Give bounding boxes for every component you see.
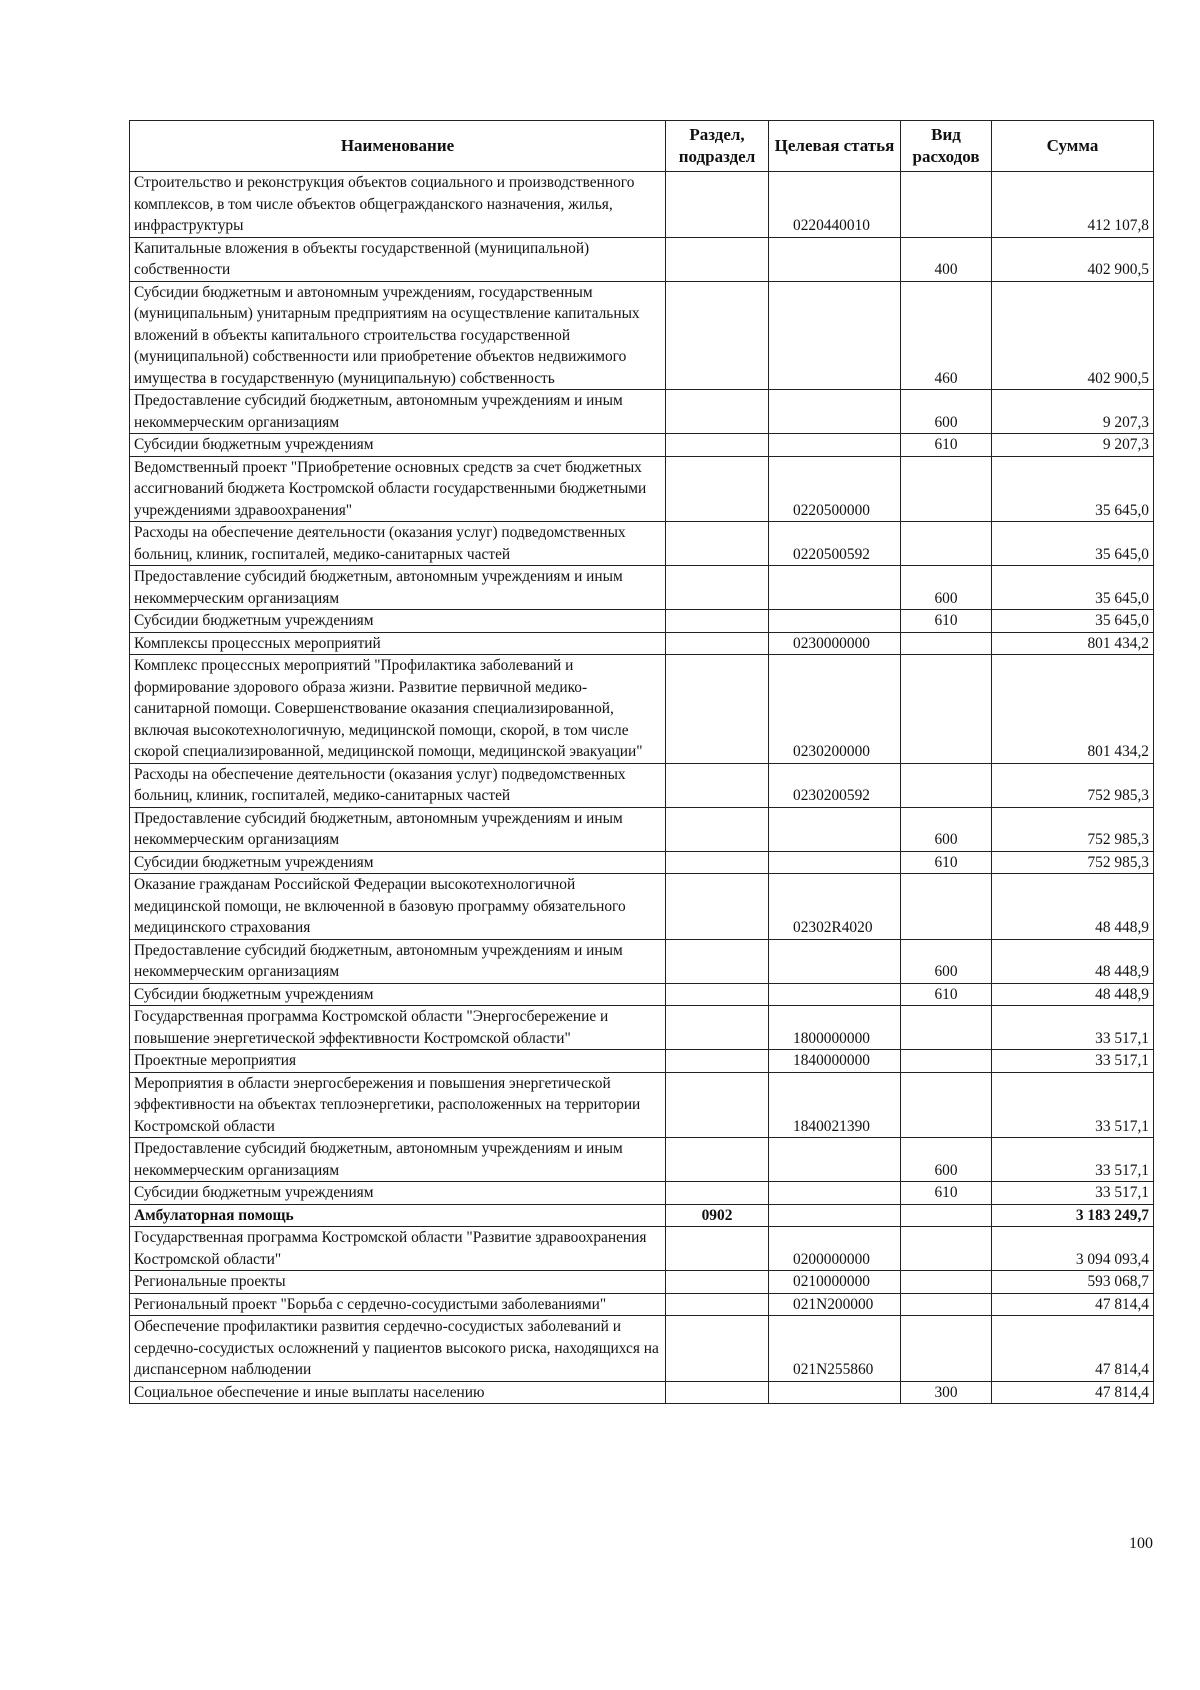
- cell-name: Субсидии бюджетным и автономным учреждениям, государственным (муниципальным) унитарным предприятиям на осуществление капитальных вложений в объекты капитального строительства государственной (муниципальной) собственности или приобретение объектов недвижимого имущества в государственную (муниципальную) собственность: [130, 281, 666, 390]
- cell-type: 600: [901, 807, 992, 851]
- cell-target: 0200000000: [769, 1227, 901, 1271]
- cell-section: [666, 1381, 769, 1404]
- cell-sum: 752 985,3: [992, 851, 1154, 874]
- cell-type: [901, 172, 992, 238]
- cell-sum: 47 814,4: [992, 1316, 1154, 1382]
- cell-sum: 9 207,3: [992, 390, 1154, 434]
- cell-type: [901, 1316, 992, 1382]
- cell-section: [666, 1316, 769, 1382]
- cell-type: [901, 1271, 992, 1294]
- cell-name: Предоставление субсидий бюджетным, автономным учреждениям и иным некоммерческим организациям: [130, 807, 666, 851]
- cell-target: 0210000000: [769, 1271, 901, 1294]
- table-row: [130, 610, 1154, 633]
- cell-sum: 752 985,3: [992, 807, 1154, 851]
- cell-sum: 752 985,3: [992, 763, 1154, 807]
- cell-type: [901, 456, 992, 522]
- table-header: [130, 121, 1154, 172]
- cell-type: [901, 874, 992, 940]
- cell-type: 600: [901, 390, 992, 434]
- cell-name: Амбулаторная помощь: [130, 1204, 666, 1227]
- cell-target: 0230200000: [769, 655, 901, 764]
- cell-sum: 35 645,0: [992, 456, 1154, 522]
- cell-target: [769, 983, 901, 1006]
- cell-target: [769, 939, 901, 983]
- cell-sum: 48 448,9: [992, 874, 1154, 940]
- cell-type: 460: [901, 281, 992, 390]
- page-number: 100: [1129, 1535, 1153, 1552]
- cell-target: 02302R4020: [769, 874, 901, 940]
- header-section: Раздел, подраздел: [666, 121, 769, 172]
- cell-target: 0220440010: [769, 172, 901, 238]
- cell-section: [666, 610, 769, 633]
- table-row: [130, 281, 1154, 390]
- cell-name: Предоставление субсидий бюджетным, автономным учреждениям и иным некоммерческим организациям: [130, 1138, 666, 1182]
- cell-name: Комплексы процессных мероприятий: [130, 632, 666, 655]
- cell-section: [666, 522, 769, 566]
- cell-target: [769, 566, 901, 610]
- cell-target: [769, 610, 901, 633]
- cell-section: [666, 172, 769, 238]
- table-row: [130, 1006, 1154, 1050]
- cell-sum: 593 068,7: [992, 1271, 1154, 1294]
- cell-name: Комплекс процессных мероприятий "Профилактика заболеваний и формирование здорового образа жизни. Развитие первичной медико-санитарной помощи. Совершенствование оказания специализированной, включая высокотехнологичную, медицинской помощи, скорой, в том числе скорой специализированной, медицинской помощи, медицинской эвакуации": [130, 655, 666, 764]
- table-row: [130, 172, 1154, 238]
- cell-target: 0230000000: [769, 632, 901, 655]
- cell-target: 1800000000: [769, 1006, 901, 1050]
- table-row: [130, 1293, 1154, 1316]
- header-row: [130, 121, 1154, 172]
- cell-type: [901, 1204, 992, 1227]
- cell-type: [901, 1293, 992, 1316]
- cell-sum: 3 094 093,4: [992, 1227, 1154, 1271]
- cell-target: 0220500000: [769, 456, 901, 522]
- cell-type: 300: [901, 1381, 992, 1404]
- cell-section: [666, 281, 769, 390]
- budget-table: [129, 120, 1154, 1404]
- cell-section: [666, 632, 769, 655]
- table-row: [130, 566, 1154, 610]
- header-sum: Сумма: [992, 121, 1154, 172]
- cell-section: [666, 655, 769, 764]
- cell-type: 600: [901, 1138, 992, 1182]
- table-row: [130, 1381, 1154, 1404]
- cell-sum: 47 814,4: [992, 1381, 1154, 1404]
- cell-target: [769, 281, 901, 390]
- table-row: [130, 237, 1154, 281]
- cell-type: 610: [901, 434, 992, 457]
- cell-target: 1840000000: [769, 1050, 901, 1073]
- cell-target: [769, 1381, 901, 1404]
- cell-sum: 801 434,2: [992, 655, 1154, 764]
- cell-name: Расходы на обеспечение деятельности (оказания услуг) подведомственных больниц, клиник, госпиталей, медико-санитарных частей: [130, 763, 666, 807]
- cell-name: Субсидии бюджетным учреждениям: [130, 434, 666, 457]
- table-row: [130, 1316, 1154, 1382]
- table-row: [130, 1204, 1154, 1227]
- cell-target: [769, 1204, 901, 1227]
- cell-section: [666, 939, 769, 983]
- cell-type: [901, 655, 992, 764]
- table-row: [130, 807, 1154, 851]
- cell-section: [666, 1182, 769, 1205]
- cell-section: [666, 434, 769, 457]
- cell-type: 610: [901, 983, 992, 1006]
- cell-type: 400: [901, 237, 992, 281]
- table-row: [130, 983, 1154, 1006]
- cell-name: Государственная программа Костромской области "Развитие здравоохранения Костромской области": [130, 1227, 666, 1271]
- table-row: [130, 1050, 1154, 1073]
- cell-sum: 48 448,9: [992, 983, 1154, 1006]
- cell-type: [901, 632, 992, 655]
- table-row: [130, 456, 1154, 522]
- cell-sum: 33 517,1: [992, 1006, 1154, 1050]
- cell-name: Обеспечение профилактики развития сердечно-сосудистых заболеваний и сердечно-сосудистых осложнений у пациентов высокого риска, находящихся на диспансерном наблюдении: [130, 1316, 666, 1382]
- table-row: [130, 1271, 1154, 1294]
- cell-name: Проектные мероприятия: [130, 1050, 666, 1073]
- cell-target: [769, 1182, 901, 1205]
- cell-sum: 3 183 249,7: [992, 1204, 1154, 1227]
- cell-sum: 402 900,5: [992, 281, 1154, 390]
- cell-target: 1840021390: [769, 1072, 901, 1138]
- header-type: Вид расходов: [901, 121, 992, 172]
- cell-sum: 412 107,8: [992, 172, 1154, 238]
- table-row: [130, 632, 1154, 655]
- cell-section: [666, 456, 769, 522]
- cell-name: Предоставление субсидий бюджетным, автономным учреждениям и иным некоммерческим организациям: [130, 566, 666, 610]
- cell-target: [769, 237, 901, 281]
- cell-type: [901, 522, 992, 566]
- cell-name: Капитальные вложения в объекты государственной (муниципальной) собственности: [130, 237, 666, 281]
- cell-sum: 47 814,4: [992, 1293, 1154, 1316]
- table-row: [130, 763, 1154, 807]
- cell-target: [769, 851, 901, 874]
- cell-sum: 33 517,1: [992, 1182, 1154, 1205]
- cell-type: [901, 1006, 992, 1050]
- cell-target: 0220500592: [769, 522, 901, 566]
- table-row: [130, 434, 1154, 457]
- cell-section: [666, 390, 769, 434]
- cell-name: Региональные проекты: [130, 1271, 666, 1294]
- cell-name: Государственная программа Костромской области "Энергосбережение и повышение энергетической эффективности Костромской области": [130, 1006, 666, 1050]
- cell-name: Субсидии бюджетным учреждениям: [130, 610, 666, 633]
- cell-sum: 33 517,1: [992, 1072, 1154, 1138]
- cell-section: [666, 1271, 769, 1294]
- cell-section: [666, 237, 769, 281]
- cell-target: [769, 807, 901, 851]
- cell-name: Предоставление субсидий бюджетным, автономным учреждениям и иным некоммерческим организациям: [130, 939, 666, 983]
- cell-sum: 35 645,0: [992, 566, 1154, 610]
- cell-section: [666, 983, 769, 1006]
- cell-name: Строительство и реконструкция объектов социального и производственного комплексов, в том числе объектов общегражданского назначения, жилья, инфраструктуры: [130, 172, 666, 238]
- cell-section: [666, 763, 769, 807]
- cell-name: Предоставление субсидий бюджетным, автономным учреждениям и иным некоммерческим организациям: [130, 390, 666, 434]
- cell-target: [769, 1138, 901, 1182]
- cell-section: [666, 1293, 769, 1316]
- cell-name: Расходы на обеспечение деятельности (оказания услуг) подведомственных больниц, клиник, госпиталей, медико-санитарных частей: [130, 522, 666, 566]
- cell-section: [666, 1006, 769, 1050]
- cell-section: 0902: [666, 1204, 769, 1227]
- cell-type: 610: [901, 1182, 992, 1205]
- cell-name: Региональный проект "Борьба с сердечно-сосудистыми заболеваниями": [130, 1293, 666, 1316]
- cell-section: [666, 1138, 769, 1182]
- cell-type: [901, 763, 992, 807]
- table-row: [130, 655, 1154, 764]
- cell-type: [901, 1072, 992, 1138]
- cell-sum: 33 517,1: [992, 1050, 1154, 1073]
- cell-type: [901, 1227, 992, 1271]
- cell-name: Ведомственный проект "Приобретение основных средств за счет бюджетных ассигнований бюджета Костромской области государственными бюджетными учреждениями здравоохранения": [130, 456, 666, 522]
- cell-target: 021N200000: [769, 1293, 901, 1316]
- cell-name: Оказание гражданам Российской Федерации высокотехнологичной медицинской помощи, не включенной в базовую программу обязательного медицинского страхования: [130, 874, 666, 940]
- cell-type: 600: [901, 939, 992, 983]
- cell-section: [666, 807, 769, 851]
- table-row: [130, 874, 1154, 940]
- cell-type: 610: [901, 851, 992, 874]
- cell-section: [666, 1050, 769, 1073]
- cell-type: 600: [901, 566, 992, 610]
- cell-section: [666, 566, 769, 610]
- cell-name: Социальное обеспечение и иные выплаты населению: [130, 1381, 666, 1404]
- table-row: [130, 939, 1154, 983]
- table-row: [130, 1138, 1154, 1182]
- cell-name: Субсидии бюджетным учреждениям: [130, 1182, 666, 1205]
- cell-section: [666, 1227, 769, 1271]
- header-name: Наименование: [130, 121, 666, 172]
- cell-target: 021N255860: [769, 1316, 901, 1382]
- table-row: [130, 522, 1154, 566]
- cell-section: [666, 1072, 769, 1138]
- table-body: [130, 172, 1154, 1404]
- table-row: [130, 851, 1154, 874]
- cell-target: 0230200592: [769, 763, 901, 807]
- table-row: [130, 1072, 1154, 1138]
- cell-sum: 48 448,9: [992, 939, 1154, 983]
- cell-name: Мероприятия в области энергосбережения и повышения энергетической эффективности на объектах теплоэнергетики, расположенных на территории Костромской области: [130, 1072, 666, 1138]
- cell-name: Субсидии бюджетным учреждениям: [130, 851, 666, 874]
- cell-target: [769, 434, 901, 457]
- cell-section: [666, 851, 769, 874]
- cell-section: [666, 874, 769, 940]
- cell-type: 610: [901, 610, 992, 633]
- cell-sum: 402 900,5: [992, 237, 1154, 281]
- cell-sum: 35 645,0: [992, 522, 1154, 566]
- header-target: Целевая статья: [769, 121, 901, 172]
- cell-sum: 9 207,3: [992, 434, 1154, 457]
- cell-name: Субсидии бюджетным учреждениям: [130, 983, 666, 1006]
- cell-type: [901, 1050, 992, 1073]
- cell-sum: 33 517,1: [992, 1138, 1154, 1182]
- cell-sum: 35 645,0: [992, 610, 1154, 633]
- table-row: [130, 1182, 1154, 1205]
- table-row: [130, 390, 1154, 434]
- cell-target: [769, 390, 901, 434]
- table-row: [130, 1227, 1154, 1271]
- cell-sum: 801 434,2: [992, 632, 1154, 655]
